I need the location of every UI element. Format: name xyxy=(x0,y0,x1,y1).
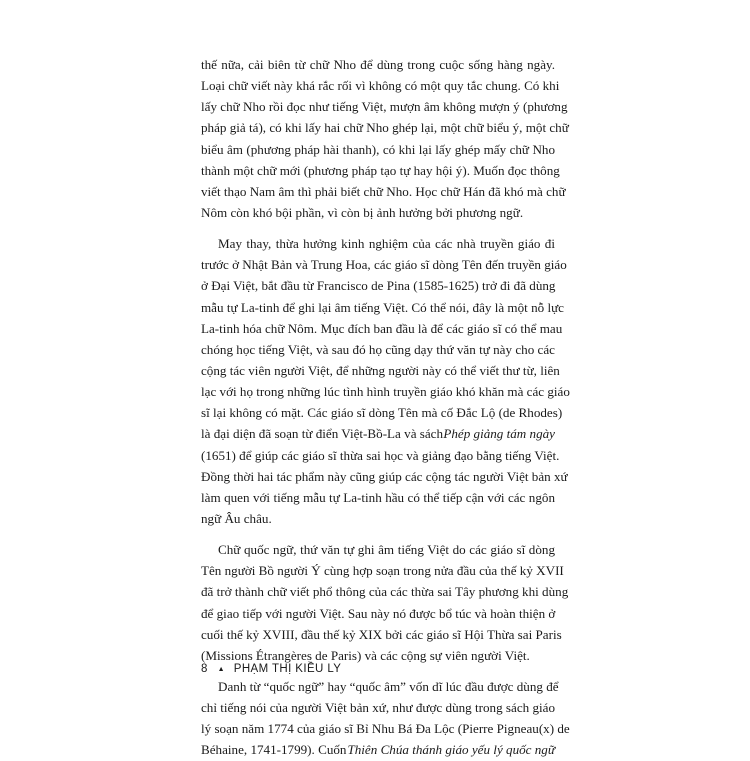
text-line: cuối thế kỷ XVIII, đầu thế kỷ XIX bởi các giáo sĩ Hội Thừa sai Paris xyxy=(201,626,562,642)
text-line: chóng học tiếng Việt, và sau đó họ cũng dạy thứ văn tự này cho các xyxy=(201,341,555,357)
book-title: Thiên Chúa thánh giáo yếu lý quốc ngữ xyxy=(347,742,555,758)
running-footer xyxy=(201,663,341,675)
text-line: sĩ lại không có mặt. Các giáo sĩ dòng Tên mà cố Đắc Lộ (de Rhodes) xyxy=(201,405,563,421)
text-line: Chữ quốc ngữ, thứ văn tự ghi âm tiếng Việt do các giáo sĩ dòng xyxy=(218,542,555,558)
text-line: lý soạn năm 1774 của giáo sĩ Bỉ Nhu Bá Đa Lộc (Pierre Pigneau(x) de xyxy=(201,721,570,737)
text-line: thành một chữ mới (phương pháp tạo tự hay hội ý). Muốn đọc thông xyxy=(201,162,560,178)
book-title: Phép giảng tám ngày xyxy=(443,426,555,442)
text-line: đã trở thành chữ viết phổ thông của các thừa sai Tây phương khi dùng xyxy=(201,584,569,600)
page-number: 8 xyxy=(201,663,208,675)
text-line: lấy chữ Nho rồi đọc như tiếng Việt, mượn âm không mượn ý (phương xyxy=(201,99,568,115)
paragraph-gap xyxy=(201,223,555,233)
text-line: cộng tác viên người Việt, để những người này có thể viết thư từ, liên xyxy=(201,362,560,378)
text-line: (Missions Étrangères de Paris) và các cộng sự viên người Việt. xyxy=(201,647,530,663)
triangle-icon: ▲ xyxy=(217,666,225,673)
text-line: Nôm còn khó bội phần, vì còn bị ảnh hưởng bởi phương ngữ. xyxy=(201,204,524,220)
text-line: pháp giả tá), có khi lấy hai chữ Nho ghép lại, một chữ biểu ý, một chữ xyxy=(201,120,569,136)
paragraph-gap xyxy=(201,529,555,539)
text-line: trước ở Nhật Bản và Trung Hoa, các giáo sĩ dòng Tên đến truyền giáo xyxy=(201,257,567,273)
line-text: Béhaine, 1741-1799). Cuốn xyxy=(201,742,347,758)
text-line: viết thạo Nam âm thì phải biết chữ Nho. Học chữ Hán đã khó mà chữ xyxy=(201,183,566,199)
paragraph-1 xyxy=(201,54,569,223)
line-text: là đại diện đã soạn từ điển Việt-Bồ-La và sách xyxy=(201,426,444,442)
text-line: Tên người Bồ người Ý cùng hợp soạn trong nửa đầu của thế kỷ XVII xyxy=(201,563,564,579)
text-line: Đồng thời hai tác phẩm này cũng giúp các cộng tác người Việt bản xứ xyxy=(201,468,568,484)
paragraph-3 xyxy=(201,539,569,666)
text-line: lạc với họ trong những lúc tình hình truyền giáo khó khăn mà các giáo xyxy=(201,384,570,400)
text-line: La-tinh hóa chữ Nôm. Mục đích ban đầu là để các giáo sĩ có thể mau xyxy=(201,320,563,336)
text-line: thế nữa, cải biên từ chữ Nho để dùng trong cuộc sống hàng ngày. xyxy=(201,57,555,72)
text-line: May thay, thừa hưởng kinh nghiệm của các nhà truyền giáo đi xyxy=(218,236,555,252)
text-line: Danh từ “quốc ngữ” hay “quốc âm” vốn dĩ lúc đầu được dùng để xyxy=(218,678,559,694)
text-line: chỉ tiếng nói của người Việt bản xứ, như được dùng trong sách giáo xyxy=(201,700,555,716)
paragraph-2 xyxy=(201,233,570,529)
paragraph-4 xyxy=(201,676,570,761)
text-line: (1651) để giúp các giáo sĩ thừa sai học và giảng đạo bằng tiếng Việt. xyxy=(201,447,560,463)
text-line: để giao tiếp với người Việt. Sau này nó được bổ túc và hoàn thiện ở xyxy=(201,605,556,621)
text-line: biểu âm (phương pháp hài thanh), có khi lại lấy ghép mấy chữ Nho xyxy=(201,141,555,157)
body-text xyxy=(201,54,570,761)
text-line: ngữ Âu châu. xyxy=(201,510,272,526)
text-line: làm quen với tiếng mẫu tự La-tinh hầu có thể tiếp cận với các ngôn xyxy=(201,489,555,505)
text-line-with-title xyxy=(201,423,555,444)
author-name: PHẠM THỊ KIỀU LY xyxy=(233,663,342,675)
text-line: Loại chữ viết này khá rắc rối vì không có một quy tắc chung. Có khi xyxy=(201,78,560,94)
text-line: ở Đại Việt, bắt đầu từ Francisco de Pina (1585-1625) trở đi đã dùng xyxy=(201,278,556,294)
text-line: mẫu tự La-tinh để ghi lại âm tiếng Việt. Có thể nói, đây là một nỗ lực xyxy=(201,299,564,315)
